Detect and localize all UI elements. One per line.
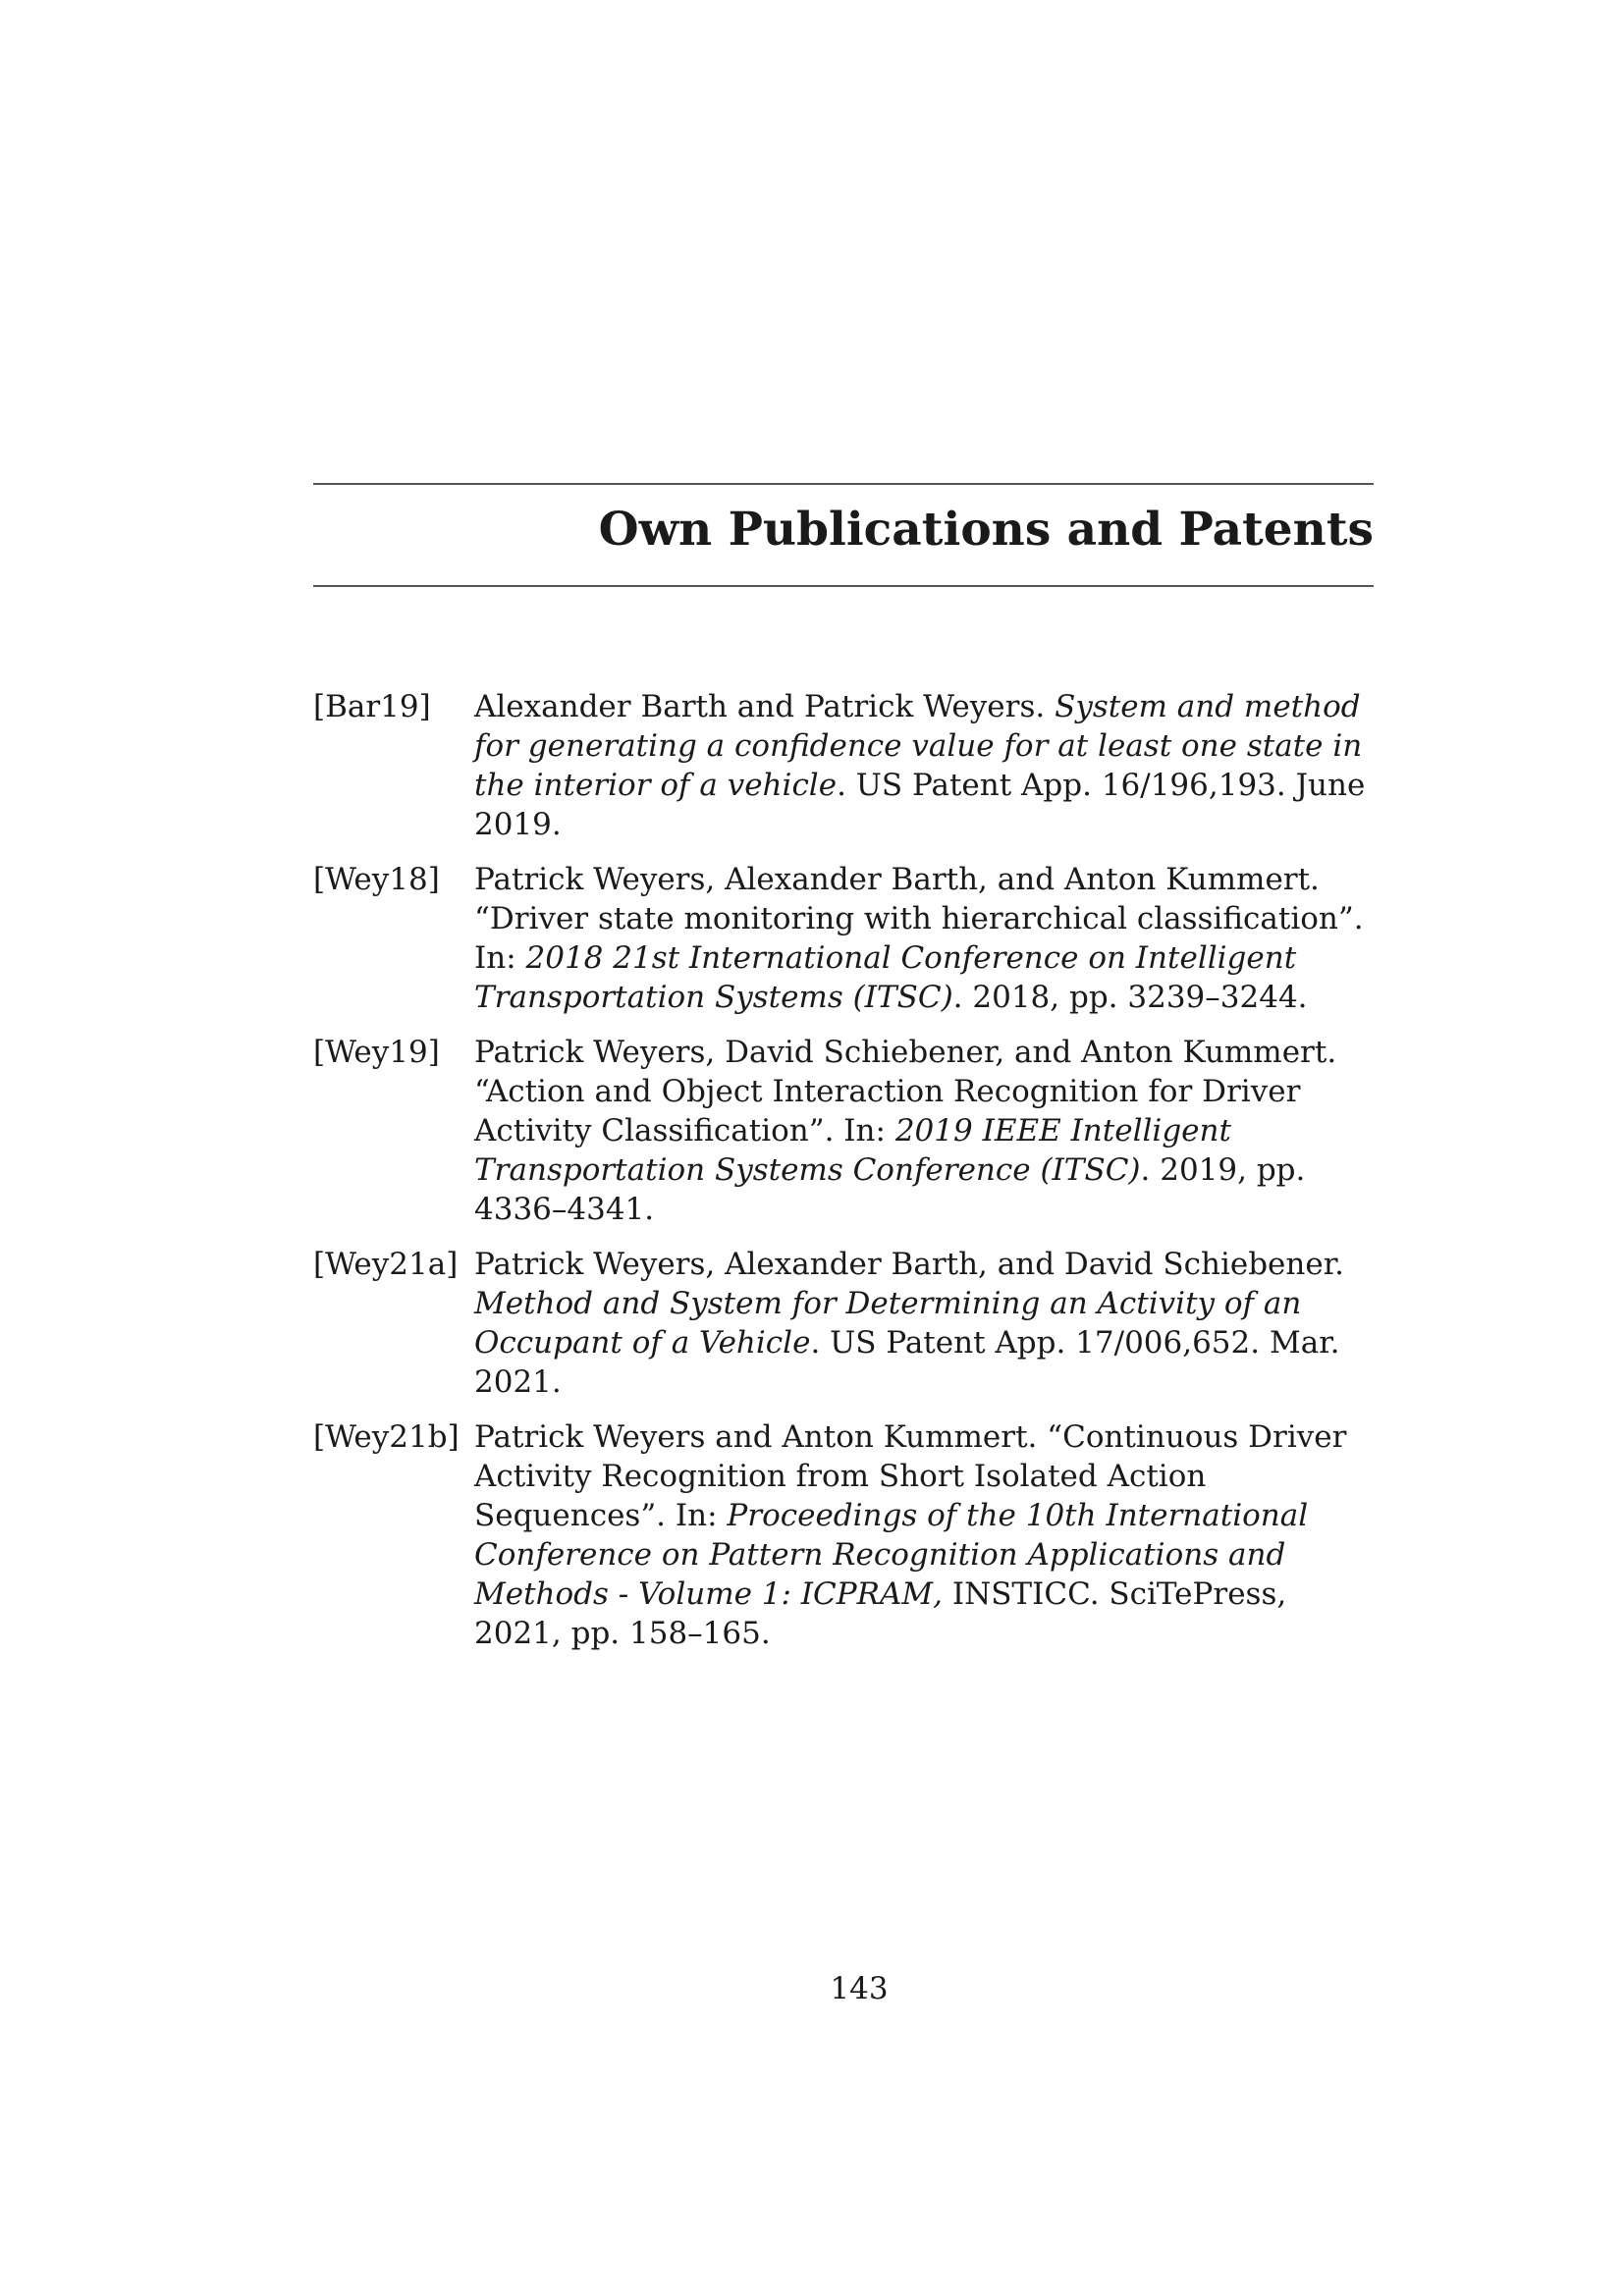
bibliography-entry-bar19 [313,687,1374,844]
entry-venue: 2018 21st International Conference on Intelligent Transportation Systems (ITSC) [474,940,1297,1015]
bibliography-entry-wey19 [313,1033,1374,1229]
entry-details: . 2019, pp. 4336–4341. [474,1152,1306,1227]
page-number: 143 [830,1971,889,2006]
entry-title: “Driver state monitoring with hierarchical classification”. In: [474,901,1364,976]
entry-text [474,860,1374,1017]
citation-key: [Wey21b] [313,1419,460,1455]
entry-title: System and method for generating a confidence value for at least one state in the interior of a vehicle [474,689,1363,803]
citation-key: [Bar19] [313,689,431,724]
entry-details: INSTICC. SciTePress, 2021, pp. 158–165. [474,1576,1287,1651]
bibliography-entry-wey18 [313,860,1374,1017]
chapter-title: Own Publications and Patents [598,503,1374,557]
entry-details: . 2018, pp. 3239–3244. [952,980,1308,1015]
entry-text [474,1245,1374,1402]
entry-authors: Patrick Weyers, Alexander Barth, and David Schiebener. [474,1247,1344,1282]
entry-title: “Continuous Driver Activity Recognition from Short Isolated Action Sequences”. In: [474,1419,1347,1533]
entry-authors: Alexander Barth and Patrick Weyers. [474,689,1046,724]
entry-text [474,1417,1374,1653]
citation-key: [Wey18] [313,862,440,897]
bibliography-list [313,687,1374,1669]
entry-title: Method and System for Determining an Activity of an Occupant of a Vehicle [474,1286,1302,1361]
entry-text [474,687,1374,844]
chapter-rule-bottom [313,585,1374,587]
entry-venue: Proceedings of the 10th International Conference on Pattern Recognition Applications and Methods - Volume 1: ICPRAM, [474,1498,1309,1612]
entry-details: . US Patent App. 16/196,193. June 2019. [474,768,1366,842]
bibliography-entry-wey21a [313,1245,1374,1402]
entry-text [474,1033,1374,1229]
chapter-rule-top [313,483,1374,485]
bibliography-entry-wey21b [313,1417,1374,1653]
entry-authors: Patrick Weyers, Alexander Barth, and Anton Kummert. [474,862,1320,897]
citation-key: [Wey19] [313,1035,440,1070]
entry-venue: 2019 IEEE Intelligent Transportation Systems Conference (ITSC) [474,1113,1231,1188]
entry-authors: Patrick Weyers and Anton Kummert. [474,1419,1038,1455]
entry-details: . US Patent App. 17/006,652. Mar. 2021. [474,1325,1340,1400]
citation-key: [Wey21a] [313,1247,459,1282]
entry-title: “Action and Object Interaction Recognition for Driver Activity Classification”. In: [474,1074,1301,1148]
entry-authors: Patrick Weyers, David Schiebener, and Anton Kummert. [474,1035,1337,1070]
